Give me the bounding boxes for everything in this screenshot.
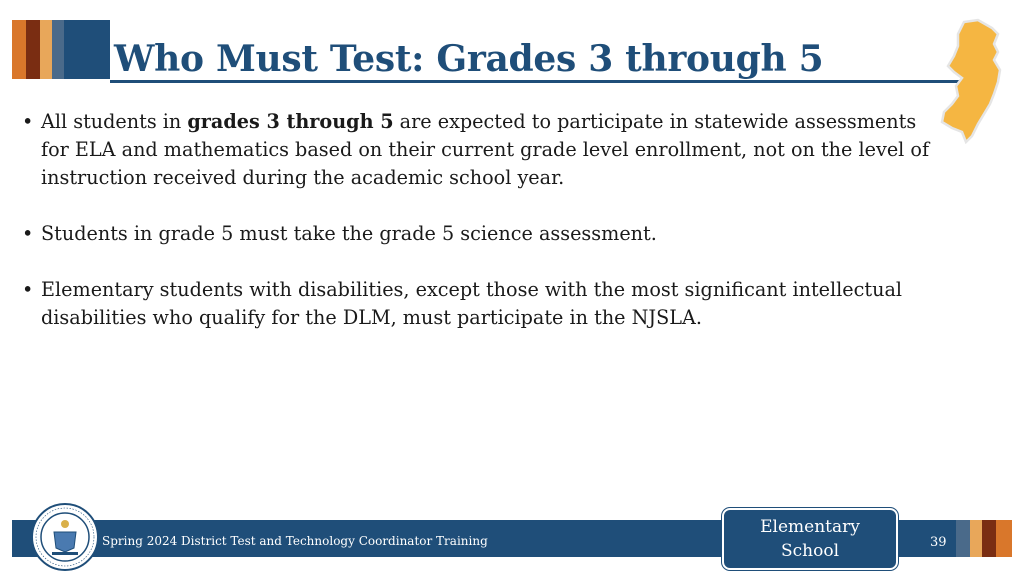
bullet-text: Elementary students with disabilities, except those with the most significant intellectual disabilities who qualify for the DLM, must participate in the NJSLA. (41, 278, 903, 329)
badge-line-1: Elementary (760, 517, 860, 537)
bullet-text-post: are expected to participate in statewide assessments for ELA and mathematics based on their current grade level enrollment, not on the level of instruction received during the academic school year. (41, 110, 930, 189)
school-level-badge (722, 508, 898, 570)
footer-training-label: Spring 2024 District Test and Technology Coordinator Training (102, 534, 488, 548)
bullet-item-1 (22, 108, 942, 192)
title-accent-bars (12, 20, 110, 79)
bullet-item-3 (22, 276, 942, 332)
page-number: 39 (930, 535, 947, 550)
footer-accent-bars (956, 520, 1012, 557)
bullet-marker: • (22, 110, 34, 133)
slide-title: Who Must Test: Grades 3 through 5 (114, 38, 824, 80)
bullet-text: Students in grade 5 must take the grade 5 science assessment. (41, 222, 657, 245)
state-seal-icon (30, 502, 100, 572)
bullet-text-pre: All students in (41, 110, 188, 133)
bullet-marker: • (22, 278, 34, 301)
bullet-list (22, 108, 942, 360)
new-jersey-map-icon (934, 16, 1006, 144)
bullet-item-2 (22, 220, 942, 248)
bullet-text-bold: grades 3 through 5 (187, 110, 394, 133)
title-underline (110, 80, 970, 83)
bullet-marker: • (22, 222, 34, 245)
badge-line-2: School (780, 541, 840, 561)
